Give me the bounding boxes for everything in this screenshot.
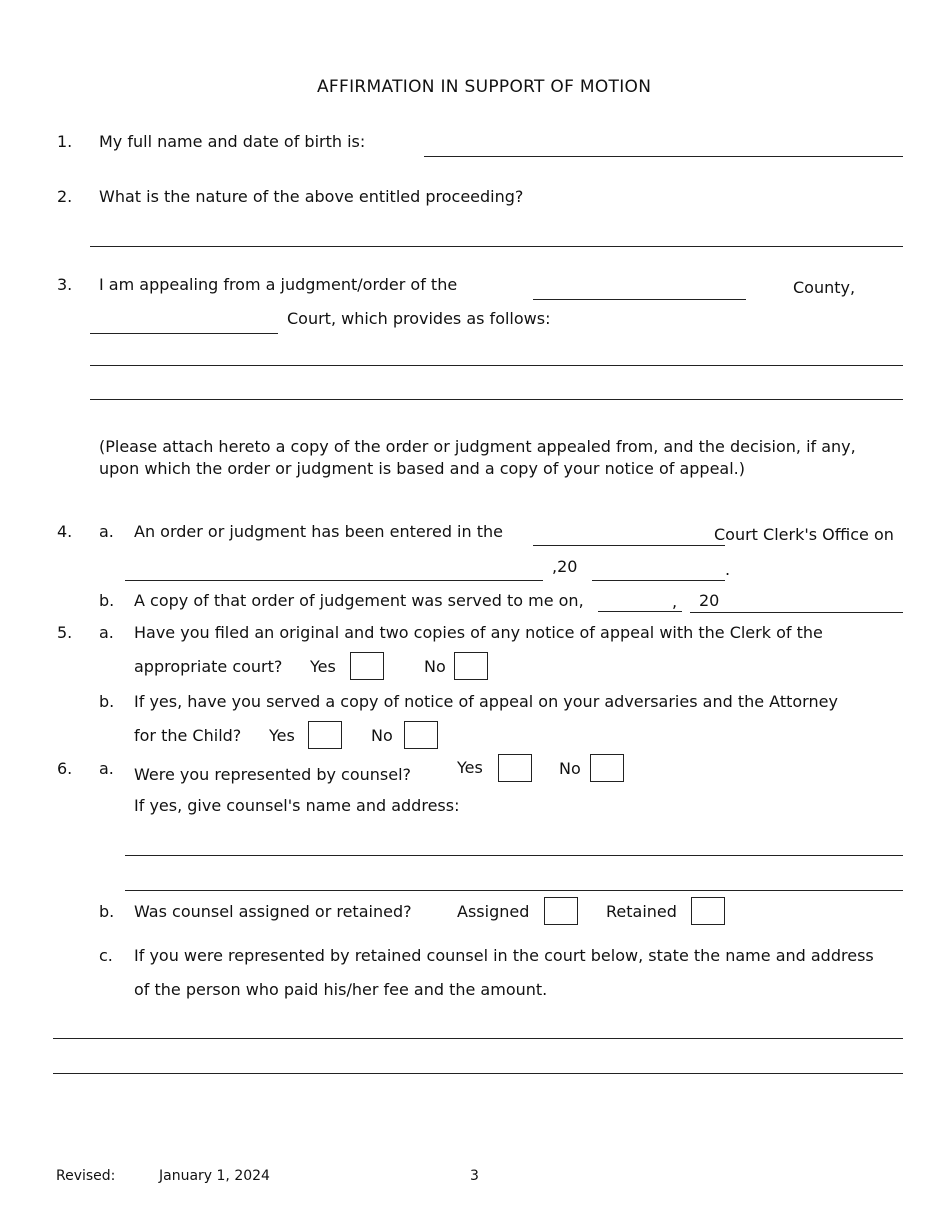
q5b-label-line-1: If yes, have you served a copy of notice of appeal on your adversaries and the Attorney xyxy=(134,692,838,711)
q6c-payer-field-2[interactable] xyxy=(53,1073,903,1074)
q6-number: 6. xyxy=(57,759,73,778)
page-title: AFFIRMATION IN SUPPORT OF MOTION xyxy=(317,77,652,97)
q6c-payer-field-1[interactable] xyxy=(53,1038,903,1039)
q5b-letter: b. xyxy=(99,692,115,711)
q5b-no-checkbox[interactable] xyxy=(404,721,438,749)
q3-county-field[interactable] xyxy=(533,299,746,300)
q5a-label-line-2: appropriate court? xyxy=(134,657,283,676)
q5-number: 5. xyxy=(57,623,73,642)
q5b-no-label: No xyxy=(371,726,393,745)
q6a-yes-label: Yes xyxy=(457,758,483,777)
q5a-label-line-1: Have you filed an original and two copies of any notice of appeal with the Clerk of the xyxy=(134,623,823,642)
q4a-year-field[interactable] xyxy=(592,580,725,581)
q1-name-dob-field[interactable] xyxy=(424,156,903,157)
q3-court-label: Court, which provides as follows: xyxy=(287,309,551,328)
q4a-period: . xyxy=(725,560,731,579)
q3-provisions-field-1[interactable] xyxy=(90,365,903,366)
q5a-letter: a. xyxy=(99,623,114,642)
q4a-year-prefix: ,20 xyxy=(552,557,578,576)
q4b-year-field[interactable] xyxy=(690,612,903,613)
q1-label: My full name and date of birth is: xyxy=(99,132,366,151)
q5a-yes-label: Yes xyxy=(310,657,336,676)
q5b-yes-label: Yes xyxy=(269,726,295,745)
q6c-label-line-2: of the person who paid his/her fee and the amount. xyxy=(134,980,548,999)
q3-label: I am appealing from a judgment/order of the xyxy=(99,275,458,294)
q3-number: 3. xyxy=(57,275,73,294)
attachment-note-line-1: (Please attach hereto a copy of the order or judgment appealed from, and the decision, if any, xyxy=(99,437,856,456)
q6b-label: Was counsel assigned or retained? xyxy=(134,902,412,921)
q6b-assigned-label: Assigned xyxy=(457,902,530,921)
q3-county-label: County, xyxy=(793,278,856,297)
q6a-counsel-field-1[interactable] xyxy=(125,855,903,856)
q5b-yes-checkbox[interactable] xyxy=(308,721,342,749)
q6b-retained-checkbox[interactable] xyxy=(691,897,725,925)
q4a-letter: a. xyxy=(99,522,114,541)
q6b-retained-label: Retained xyxy=(606,902,677,921)
q6b-letter: b. xyxy=(99,902,115,921)
q4b-year-prefix: 20 xyxy=(699,591,720,610)
q6a-letter: a. xyxy=(99,759,114,778)
footer-revised-date: January 1, 2024 xyxy=(159,1168,270,1184)
q6a-sublabel: If yes, give counsel's name and address: xyxy=(134,796,460,815)
q4b-date-field[interactable] xyxy=(598,611,682,612)
q4-number: 4. xyxy=(57,522,73,541)
footer-revised-label: Revised: xyxy=(56,1168,116,1184)
q5b-label-line-2: for the Child? xyxy=(134,726,242,745)
q4b-comma: , xyxy=(672,592,678,611)
q3-court-field[interactable] xyxy=(90,333,278,334)
q4a-clerk-label: Court Clerk's Office on xyxy=(714,525,894,544)
q6b-assigned-checkbox[interactable] xyxy=(544,897,578,925)
q6a-yes-checkbox[interactable] xyxy=(498,754,532,782)
q4a-label: An order or judgment has been entered in the xyxy=(134,522,503,541)
q2-proceeding-field[interactable] xyxy=(90,246,903,247)
q4b-letter: b. xyxy=(99,591,115,610)
q6a-no-checkbox[interactable] xyxy=(590,754,624,782)
q4a-date-field[interactable] xyxy=(125,580,543,581)
q6a-counsel-field-2[interactable] xyxy=(125,890,903,891)
q6a-label: Were you represented by counsel? xyxy=(134,765,412,784)
q5a-no-checkbox[interactable] xyxy=(454,652,488,680)
footer-page-number: 3 xyxy=(470,1168,479,1184)
q6c-letter: c. xyxy=(99,946,113,965)
q2-label: What is the nature of the above entitled proceeding? xyxy=(99,187,524,206)
q6c-label-line-1: If you were represented by retained counsel in the court below, state the name and address xyxy=(134,946,874,965)
q4a-court-field[interactable] xyxy=(533,545,725,546)
q5a-no-label: No xyxy=(424,657,446,676)
q5a-yes-checkbox[interactable] xyxy=(350,652,384,680)
q2-number: 2. xyxy=(57,187,73,206)
q1-number: 1. xyxy=(57,132,73,151)
q3-provisions-field-2[interactable] xyxy=(90,399,903,400)
q6a-no-label: No xyxy=(559,759,581,778)
attachment-note-line-2: upon which the order or judgment is based and a copy of your notice of appeal.) xyxy=(99,459,745,478)
q4b-label: A copy of that order of judgement was served to me on, xyxy=(134,591,584,610)
